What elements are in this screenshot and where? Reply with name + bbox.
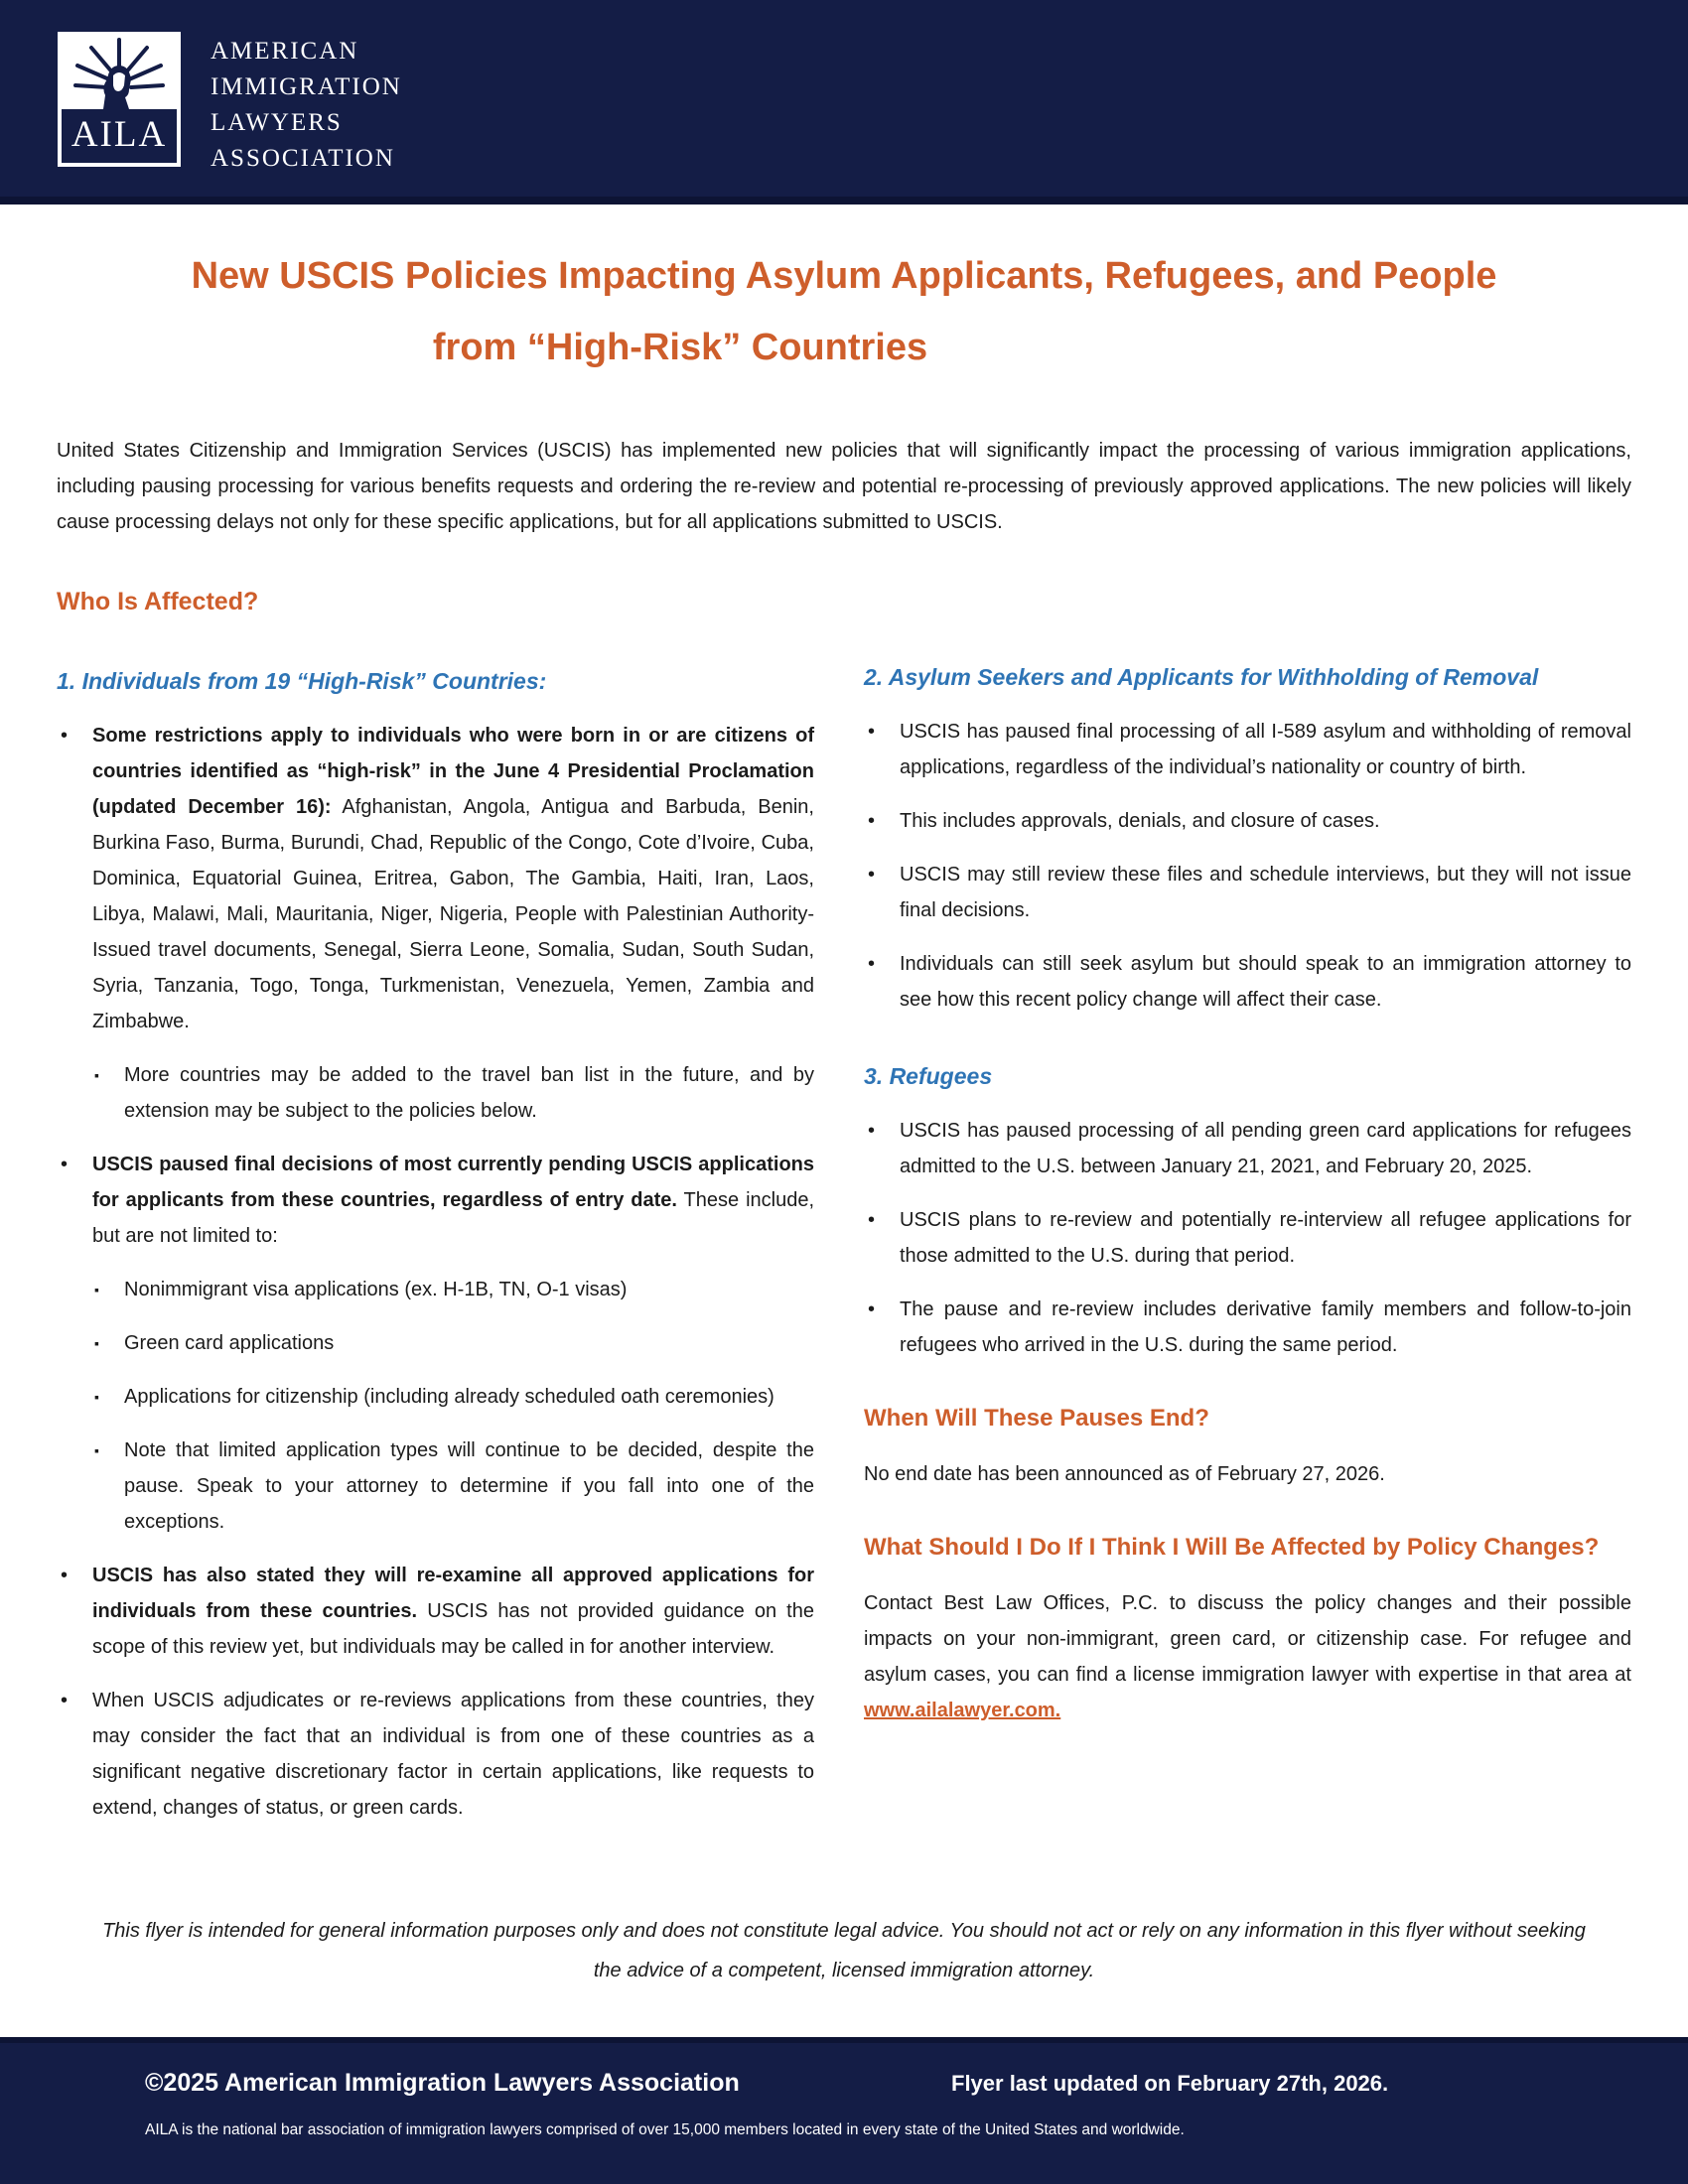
page-title (57, 240, 1631, 383)
bullet-marker-icon (868, 803, 900, 839)
bullet-text: USCIS has also stated they will re-examine all approved applications for individuals from these countries. USCIS has not provided guidance on the scope of this review yet, but individuals may be called in for another interview. (92, 1565, 814, 1658)
bullet-text: The pause and re-review includes derivative family members and follow-to-join refugees who arrived in the U.S. during the same period. (900, 1298, 1631, 1356)
pauses-end-body: No end date has been announced as of February 27, 2026. (864, 1463, 1385, 1485)
right-column (864, 642, 1631, 1826)
bullet-marker-icon (94, 1057, 124, 1129)
intro-paragraph: United States Citizenship and Immigration Services (USCIS) has implemented new policies that will significantly impact the processing of various immigration applications, including pausing processing for various benefits requests and ordering the re-review and potential re-processing of previously approved applications. The new policies will likely cause processing delays not only for these specific applications, but for all applications submitted to USCIS. (57, 440, 1631, 533)
disclaimer-text: This flyer is intended for general information purposes only and does not constitute legal advice. You should not act or rely on any information in this flyer without seeking the advice of a competent, licensed immigration attorney. (102, 1920, 1586, 1981)
bullet-item (864, 1292, 1631, 1363)
bullet-item (57, 718, 814, 1039)
section2-bullets (864, 714, 1631, 1018)
bullet-marker-icon (868, 1113, 900, 1184)
section1-heading: 1. Individuals from 19 “High-Risk” Countries: (57, 668, 547, 694)
ailalawyer-link[interactable]: www.ailalawyer.com. (864, 1700, 1061, 1721)
bullet-text: This includes approvals, denials, and closure of cases. (900, 810, 1380, 832)
bullet-marker-icon (868, 946, 900, 1018)
bullet-marker-icon (868, 1202, 900, 1274)
what-should-heading: What Should I Do If I Think I Will Be Affected by Policy Changes? (864, 1534, 1600, 1561)
org-wordmark (211, 34, 402, 177)
left-column (57, 642, 814, 1826)
footer-bar (0, 2037, 1688, 2184)
bullet-item (864, 714, 1631, 785)
section1-bullets (57, 718, 814, 1826)
bullet-item (57, 1057, 814, 1129)
section3-bullets (864, 1113, 1631, 1363)
two-column-layout (57, 642, 1631, 1826)
copyright-text: ©2025 American Immigration Lawyers Association (145, 2069, 740, 2097)
bullet-item (864, 857, 1631, 928)
bullet-text: Individuals can still seek asylum but should speak to an immigration attorney to see how this recent policy change will affect their case. (900, 953, 1631, 1011)
bullet-marker-icon (868, 714, 900, 785)
bullet-text: When USCIS adjudicates or re-reviews applications from these countries, they may consider the fact that an individual is from one of these countries as a significant negative discretionary factor in certain applications, like requests to extend, changes of status, or green cards. (92, 1690, 814, 1819)
bullet-marker-icon (61, 1558, 92, 1665)
footer-row (145, 2069, 1688, 2098)
bullet-marker-icon (94, 1272, 124, 1307)
bullet-marker-icon (868, 1292, 900, 1363)
bullet-item (57, 1683, 814, 1826)
bullet-marker-icon (61, 1683, 92, 1826)
bullet-item (57, 1325, 814, 1361)
bullet-item (57, 1272, 814, 1307)
org-line: AMERICAN (211, 38, 359, 65)
bullet-item (864, 1113, 1631, 1184)
page-title-line2: from “High-Risk” Countries (432, 327, 928, 368)
bullet-text: Green card applications (124, 1332, 335, 1354)
bullet-item (57, 1379, 814, 1415)
bullet-item (57, 1558, 814, 1665)
bullet-text: USCIS paused final decisions of most currently pending USCIS applications for applicants from these countries, regardless of entry date. These include, but are not limited to: (92, 1154, 814, 1247)
bullet-item (864, 1202, 1631, 1274)
bullet-marker-icon (61, 1147, 92, 1254)
bullet-marker-icon (868, 857, 900, 928)
what-should-body (864, 1585, 1631, 1728)
bullet-text: USCIS may still review these files and schedule interviews, but they will not issue final decisions. (900, 864, 1631, 921)
bullet-text: USCIS plans to re-review and potentially re-interview all refugee applications for those admitted to the U.S. during that period. (900, 1209, 1631, 1267)
header-bar (0, 0, 1688, 205)
statue-of-liberty-icon (62, 36, 177, 109)
bullet-marker-icon (94, 1379, 124, 1415)
bullet-text: Note that limited application types will continue to be decided, despite the pause. Speak to your attorney to determine if you fall into one of the exceptions. (124, 1439, 814, 1533)
org-line: ASSOCIATION (211, 145, 395, 172)
aila-acronym: AILA (70, 113, 168, 155)
flyer-body (0, 205, 1688, 2037)
bullet-marker-icon (94, 1433, 124, 1540)
what-should-text: Contact Best Law Offices, P.C. to discuss the policy changes and their possible impacts on your non-immigrant, green card, or citizenship case. For refugee and asylum cases, you can find a license immigration lawyer with expertise in that area at (864, 1592, 1631, 1686)
aila-logo (58, 32, 181, 167)
bullet-text: Applications for citizenship (including already scheduled oath ceremonies) (124, 1386, 774, 1408)
who-is-affected-heading: Who Is Affected? (57, 588, 259, 615)
section3-heading: 3. Refugees (864, 1063, 993, 1089)
page-title-line1: New USCIS Policies Impacting Asylum Applicants, Refugees, and People (191, 255, 1497, 297)
bullet-item (864, 803, 1631, 839)
footer-tagline: AILA is the national bar association of immigration lawyers comprised of over 15,000 members located in every state of the United States and worldwide. (145, 2121, 1185, 2138)
pauses-end-heading: When Will These Pauses End? (864, 1405, 1209, 1432)
org-line: IMMIGRATION (211, 73, 402, 100)
bullet-item (57, 1147, 814, 1254)
bullet-text: USCIS has paused processing of all pending green card applications for refugees admitted to the U.S. between January 21, 2021, and February 20, 2025. (900, 1120, 1631, 1177)
bullet-item (57, 1433, 814, 1540)
org-line: LAWYERS (211, 109, 343, 136)
bullet-marker-icon (94, 1325, 124, 1361)
last-updated-text: Flyer last updated on February 27th, 2026. (951, 2071, 1389, 2096)
bullet-marker-icon (61, 718, 92, 1039)
section2-heading: 2. Asylum Seekers and Applicants for Withholding of Removal (864, 664, 1539, 690)
bullet-text: USCIS has paused final processing of all I-589 asylum and withholding of removal applications, regardless of the individual’s nationality or country of birth. (900, 721, 1631, 778)
bullet-text: Nonimmigrant visa applications (ex. H-1B, TN, O-1 visas) (124, 1279, 628, 1300)
bullet-text: Some restrictions apply to individuals who were born in or are citizens of countries identified as “high-risk” in the June 4 Presidential Proclamation (updated December 16): Afghanistan, Angola, Antigua and Barbuda, Benin, Burkina Faso, Burma, Burundi, Chad, Republic of the Congo, Cote d’Ivoire, Cuba, Dominica, Equatorial Guinea, Eritrea, Gabon, The Gambia, Haiti, Iran, Laos, Libya, Malawi, Mali, Mauritania, Niger, Nigeria, People with Palestinian Authority-Issued travel documents, Senegal, Sierra Leone, Somalia, Sudan, South Sudan, Syria, Tanzania, Togo, Tonga, Turkmenistan, Venezuela, Yemen, Zambia and Zimbabwe. (92, 725, 814, 1032)
bullet-text: More countries may be added to the travel ban list in the future, and by extension may be subject to the policies below. (124, 1064, 814, 1122)
bullet-item (864, 946, 1631, 1018)
